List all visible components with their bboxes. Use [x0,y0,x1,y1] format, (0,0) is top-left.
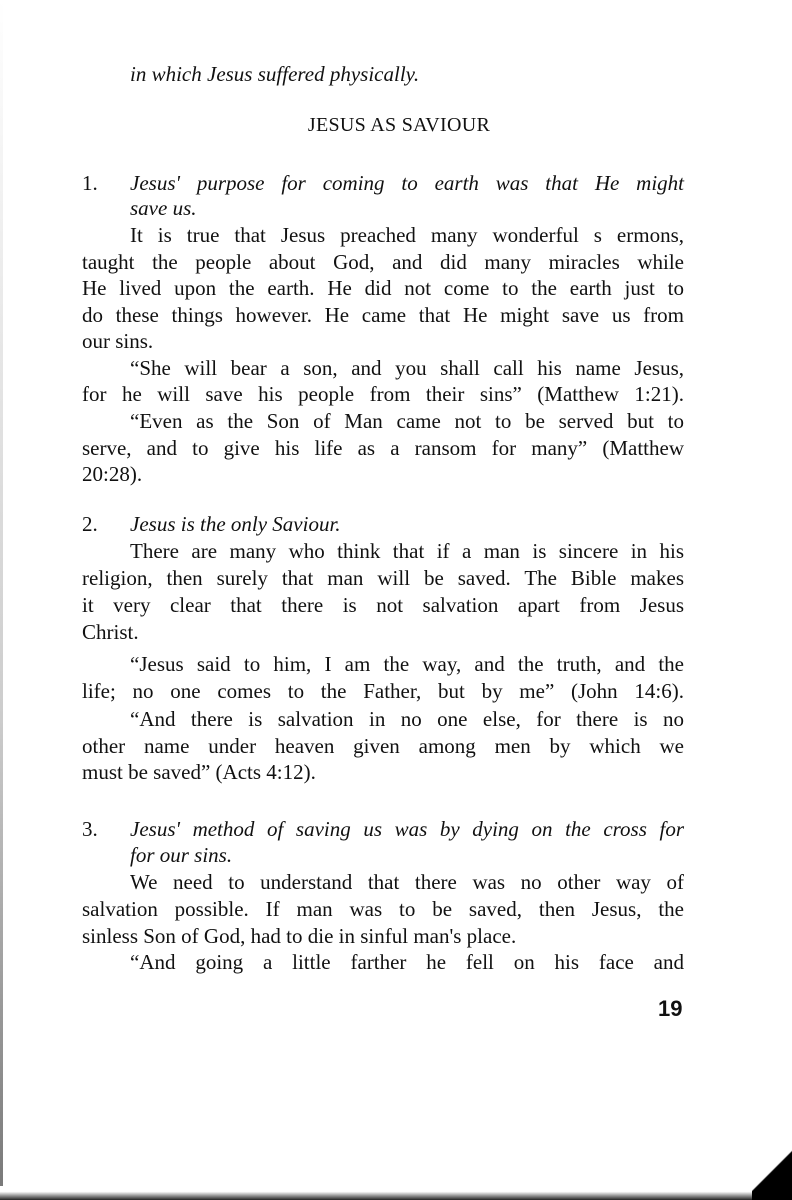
page-corner-curl [752,1140,792,1200]
quote-line: “Jesus said to him, I am the way, and the truth, and the [130,652,684,676]
quote-line: serve, and to give his life as a ransom for many” (Matthew [82,436,684,460]
scan-edge [0,0,3,1200]
text-line: He lived upon the earth. He did not come to the earth just to [82,276,684,300]
section-title: Jesus' method of saving us was by dying on the cross for [130,817,684,841]
quote-line: “And going a little farther he fell on his face and [130,950,684,974]
text-line: We need to understand that there was no other way of [130,870,684,894]
section-number: 2. [82,512,98,536]
text-line: There are many who think that if a man is sincere in his [130,539,684,563]
text-line: sinless Son of God, had to die in sinful man's place. [82,924,517,948]
continuation-line: in which Jesus suffered physically. [130,62,420,86]
quote-line: other name under heaven given among men by which we [82,734,684,758]
quote-line: 20:28). [82,462,143,486]
text-line: do these things however. He came that He might save us from [82,303,684,327]
text-line: Christ. [82,620,139,644]
section-title: for our sins. [130,843,233,867]
section-heading: JESUS AS SAVIOUR [307,114,491,136]
text-line: salvation possible. If man was to be saved, then Jesus, the [82,897,684,921]
quote-line: “Even as the Son of Man came not to be served but to [130,409,684,433]
section-number: 3. [82,817,98,841]
quote-line: “She will bear a son, and you shall call his name Jesus, [130,356,684,380]
section-number: 1. [82,171,98,195]
section-title: Jesus' purpose for coming to earth was that He might [130,171,684,195]
text-line: our sins. [82,329,154,353]
section-title: Jesus is the only Saviour. [130,512,341,536]
quote-line: life; no one comes to the Father, but by me” (John 14:6). [82,679,684,703]
quote-line: must be saved” (Acts 4:12). [82,760,316,784]
text-line: taught the people about God, and did many miracles while [82,250,684,274]
text-line: It is true that Jesus preached many wonderful s ermons, [130,223,684,247]
quote-line: “And there is salvation in no one else, for there is no [130,707,684,731]
section-title: save us. [130,196,197,220]
page-number: 19 [658,996,683,1021]
text-line: it very clear that there is not salvation apart from Jesus [82,593,684,617]
quote-line: for he will save his people from their sins” (Matthew 1:21). [82,382,684,406]
text-line: religion, then surely that man will be saved. The Bible makes [82,566,684,590]
scan-bottom-edge [0,1186,792,1200]
